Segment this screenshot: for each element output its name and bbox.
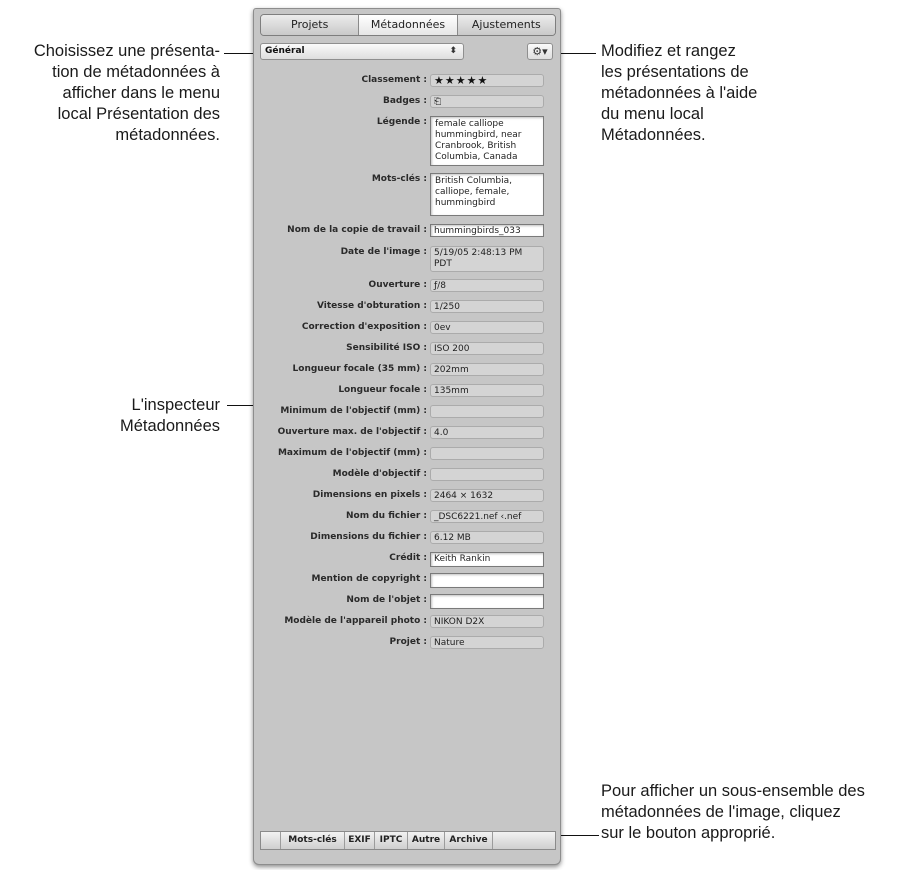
metadata-preset-select[interactable] xyxy=(260,43,464,60)
gear-icon: ⚙▾ xyxy=(532,45,548,58)
field-value: 202mm xyxy=(430,363,544,376)
field-label: Nom de l'objet : xyxy=(346,595,427,605)
button-4[interactable]: Archive xyxy=(445,832,493,849)
field-value: 5/19/05 2:48:13 PM PDT xyxy=(430,246,544,272)
field-label: Maximum de l'objectif (mm) : xyxy=(277,448,427,458)
field-label: Légende : xyxy=(376,117,427,127)
field-value: 1/250 xyxy=(430,300,544,313)
field-label: Dimensions en pixels : xyxy=(312,490,427,500)
callout-line: métadonnées à l'aide xyxy=(601,84,758,102)
callout-line: du menu local xyxy=(601,105,704,123)
metadata-view-buttons xyxy=(260,831,556,850)
field-value[interactable]: Keith Rankin xyxy=(430,552,544,567)
field-label: Crédit : xyxy=(389,553,427,563)
callout-line: les présentations de xyxy=(601,63,749,81)
tab-1[interactable]: Métadonnées xyxy=(359,15,457,35)
inspector-tabs xyxy=(260,14,556,36)
field-label: Dimensions du fichier : xyxy=(310,532,427,542)
callout-line: Métadonnées. xyxy=(601,126,706,144)
field-label: Ouverture max. de l'objectif : xyxy=(277,427,427,437)
field-value xyxy=(430,447,544,460)
field-value: 6.12 MB xyxy=(430,531,544,544)
rating-stars: ★★★★★ xyxy=(430,74,544,87)
field-label: Mention de copyright : xyxy=(311,574,427,584)
field-value[interactable]: British Columbia, calliope, female, hummingbird xyxy=(430,173,544,216)
field-value: 2464 × 1632 xyxy=(430,489,544,502)
callout-line: L'inspecteur xyxy=(131,396,220,414)
field-value: ƒ/8 xyxy=(430,279,544,292)
gear-menu-button[interactable] xyxy=(527,43,553,60)
callout-line: Choisissez une présenta- xyxy=(33,42,220,60)
button-0[interactable]: Mots-clés xyxy=(281,832,345,849)
field-value: 135mm xyxy=(430,384,544,397)
callout-line: Modifiez et rangez xyxy=(601,42,736,60)
leader-line-bottom xyxy=(557,835,599,836)
field-label: Nom de la copie de travail : xyxy=(287,225,427,235)
field-value: ISO 200 xyxy=(430,342,544,355)
updown-arrows-icon: ⬍ xyxy=(449,46,457,56)
bottom-bar-spacer xyxy=(493,832,555,849)
field-value xyxy=(430,468,544,481)
tab-2[interactable]: Ajustements xyxy=(458,15,555,35)
callout-line: métadonnées de l'image, cliquez xyxy=(601,803,841,821)
field-label: Longueur focale : xyxy=(338,385,427,395)
field-value[interactable]: female calliope hummingbird, near Cranbrook, British Columbia, Canada xyxy=(430,116,544,166)
callout-line: Métadonnées xyxy=(120,417,220,435)
field-label: Date de l'image : xyxy=(340,247,427,257)
metadata-inspector xyxy=(253,8,561,865)
bottom-bar-spacer xyxy=(261,832,281,849)
field-label: Projet : xyxy=(389,637,427,647)
tab-0[interactable]: Projets xyxy=(261,15,359,35)
field-label: Classement : xyxy=(361,75,427,85)
field-value: Nature xyxy=(430,636,544,649)
button-2[interactable]: IPTC xyxy=(375,832,408,849)
field-label: Badges : xyxy=(382,96,427,106)
callout-inspector xyxy=(120,395,220,437)
field-label: Modèle de l'appareil photo : xyxy=(284,616,427,626)
leader-line-gear xyxy=(557,53,596,54)
callout-gear-menu xyxy=(601,41,757,146)
callout-line: local Présentation des xyxy=(57,105,220,123)
field-label: Modèle d'objectif : xyxy=(332,469,427,479)
field-value: 0ev xyxy=(430,321,544,334)
field-label: Mots-clés : xyxy=(371,174,427,184)
field-value[interactable] xyxy=(430,594,544,609)
field-value[interactable] xyxy=(430,573,544,588)
field-label: Ouverture : xyxy=(368,280,427,290)
callout-line: métadonnées. xyxy=(115,126,220,144)
field-label: Sensibilité ISO : xyxy=(346,343,427,353)
badge-icon: ⎗ xyxy=(430,95,544,108)
field-value xyxy=(430,405,544,418)
callout-preset-menu xyxy=(34,41,220,146)
callout-line: sur le bouton approprié. xyxy=(601,824,776,842)
callout-line: tion de métadonnées à xyxy=(52,63,220,81)
field-value: 4.0 xyxy=(430,426,544,439)
field-label: Longueur focale (35 mm) : xyxy=(292,364,427,374)
button-3[interactable]: Autre xyxy=(408,832,445,849)
field-label: Minimum de l'objectif (mm) : xyxy=(280,406,427,416)
field-label: Correction d'exposition : xyxy=(301,322,427,332)
callout-bottom-buttons xyxy=(601,781,865,844)
field-value: _DSC6221.nef ‹.nef xyxy=(430,510,544,523)
callout-line: Pour afficher un sous-ensemble des xyxy=(601,782,865,800)
field-value: NIKON D2X xyxy=(430,615,544,628)
field-label: Nom du fichier : xyxy=(346,511,427,521)
callout-line: afficher dans le menu xyxy=(62,84,220,102)
button-1[interactable]: EXIF xyxy=(345,832,375,849)
field-value[interactable]: hummingbirds_033 xyxy=(430,224,544,237)
preset-selected-label: Général xyxy=(265,46,305,56)
field-label: Vitesse d'obturation : xyxy=(316,301,427,311)
